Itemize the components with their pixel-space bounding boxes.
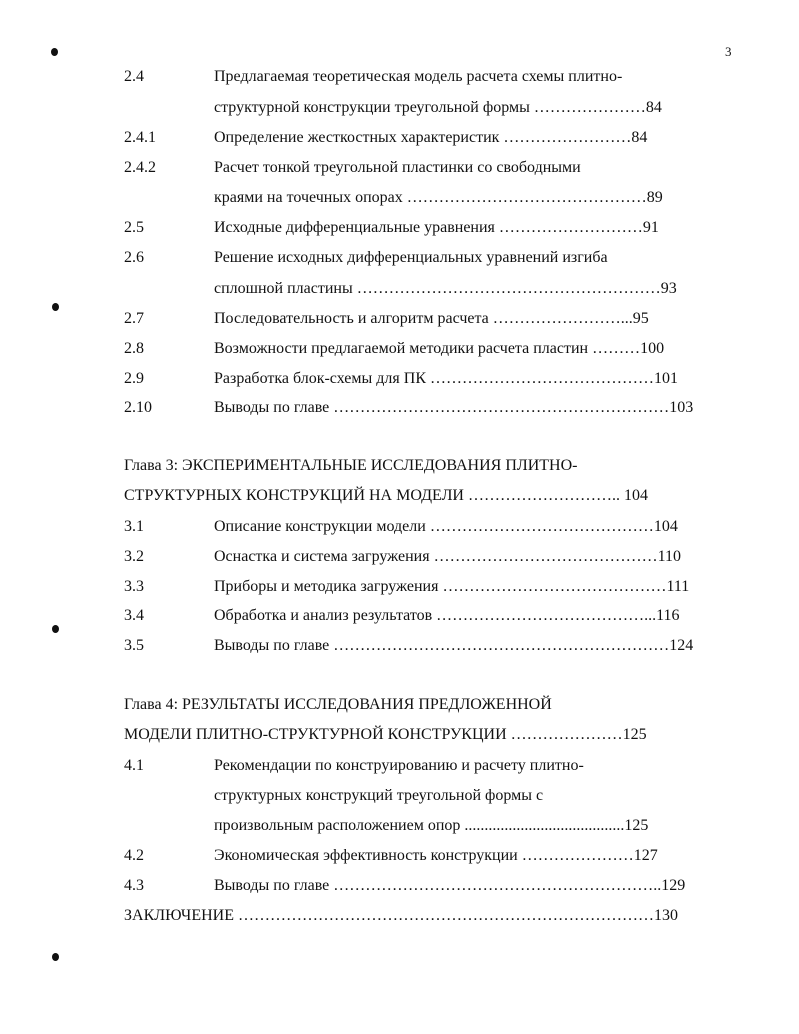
- toc-entry: [0, 243, 799, 273]
- toc-entry-number: 4.2: [124, 847, 144, 864]
- page-number: 3: [725, 44, 732, 59]
- toc-entry: [0, 123, 799, 153]
- toc-entry: [0, 601, 799, 631]
- toc-entry: [0, 304, 799, 334]
- toc-entry: [0, 572, 799, 602]
- toc-entry-title: Выводы по главе ………………………………………………………124: [214, 637, 694, 654]
- chapter-heading-text: СТРУКТУРНЫХ КОНСТРУКЦИЙ НА МОДЕЛИ ……………………….. 104: [124, 487, 648, 504]
- toc-entry-title: Предлагаемая теоретическая модель расчета схемы плитно-: [214, 68, 623, 85]
- toc-entry: [0, 512, 799, 542]
- toc-entry-continued: [0, 183, 799, 213]
- toc-entry-title: Экономическая эффективность конструкции …………………127: [214, 847, 658, 864]
- toc-entry-number: 2.4.1: [124, 129, 156, 146]
- toc-entry-title: Оснастка и система загружения ……………………………………110: [214, 548, 681, 565]
- toc-entry-title: Обработка и анализ результатов …………………………………...116: [214, 607, 680, 624]
- toc-entry-number: 2.6: [124, 249, 144, 266]
- toc-entry-number: 2.7: [124, 310, 144, 327]
- toc-entry: [0, 334, 799, 364]
- toc-entry-title: Разработка блок-схемы для ПК ……………………………………101: [214, 370, 678, 387]
- toc-entry-number: 2.4.2: [124, 159, 156, 176]
- toc-entry-title: Последовательность и алгоритм расчета ……………………...95: [214, 310, 649, 327]
- toc-entry-number: 3.4: [124, 607, 144, 624]
- toc-entry-continued: [0, 274, 799, 304]
- toc-entry-number: 2.8: [124, 340, 144, 357]
- toc-entry-number: 2.9: [124, 370, 144, 387]
- chapter-heading-text: Глава 3: ЭКСПЕРИМЕНТАЛЬНЫЕ ИССЛЕДОВАНИЯ ПЛИТНО-: [124, 457, 578, 474]
- toc-entry: [0, 153, 799, 183]
- binder-hole-mark: [51, 48, 58, 56]
- toc-entry-title: Решение исходных дифференциальных уравнений изгиба: [214, 249, 608, 266]
- toc-entry-title: краями на точечных опорах ………………………………………89: [214, 189, 663, 206]
- binder-hole-mark: [52, 953, 59, 961]
- toc-entry-title: Приборы и методика загружения ……………………………………111: [214, 578, 690, 595]
- toc-entry: [0, 631, 799, 661]
- toc-entry: [0, 542, 799, 572]
- toc-entry-title: Выводы по главе ………………………………………………………103: [214, 399, 694, 416]
- toc-entry-title: структурной конструкции треугольной формы …………………84: [214, 99, 662, 116]
- toc-entry: [0, 751, 799, 781]
- toc-entry-number: 2.4: [124, 68, 144, 85]
- toc-entry-number: 3.5: [124, 637, 144, 654]
- toc-entry-title: Определение жесткостных характеристик ……………………84: [214, 129, 648, 146]
- toc-entry: [0, 213, 799, 243]
- conclusion-title: ЗАКЛЮЧЕНИЕ ……………………………………………………………………130: [124, 907, 678, 924]
- toc-entry-continued: [0, 93, 799, 123]
- chapter-heading: [0, 481, 799, 511]
- toc-entry: [0, 393, 799, 423]
- toc-entry-title: Расчет тонкой треугольной пластинки со свободными: [214, 159, 581, 176]
- chapter-heading-text: МОДЕЛИ ПЛИТНО-СТРУКТУРНОЙ КОНСТРУКЦИИ …………………125: [124, 726, 647, 743]
- toc-entry: [0, 871, 799, 901]
- chapter-heading: [0, 451, 799, 481]
- toc-entry-number: 4.3: [124, 877, 144, 894]
- toc-entry-number: 2.10: [124, 399, 152, 416]
- toc-entry-title: Исходные дифференциальные уравнения ………………………91: [214, 219, 659, 236]
- chapter-heading-text: Глава 4: РЕЗУЛЬТАТЫ ИССЛЕДОВАНИЯ ПРЕДЛОЖЕННОЙ: [124, 696, 552, 713]
- toc-entry-title: структурных конструкций треугольной формы с: [214, 787, 544, 804]
- toc-entry-continued: [0, 781, 799, 811]
- toc-entry: [0, 841, 799, 871]
- toc-entry: [0, 62, 799, 92]
- toc-entry-title: произвольным расположением опор ........................................125: [214, 817, 649, 834]
- toc-entry-title: сплошной пластины …………………………………………………93: [214, 280, 677, 297]
- toc-entry-number: 3.1: [124, 518, 144, 535]
- toc-entry-title: Описание конструкции модели ……………………………………104: [214, 518, 678, 535]
- chapter-heading: [0, 690, 799, 720]
- toc-entry-title: Рекомендации по конструированию и расчету плитно-: [214, 757, 584, 774]
- chapter-heading: [0, 720, 799, 750]
- toc-entry-title: Возможности предлагаемой методики расчета пластин ………100: [214, 340, 665, 357]
- toc-entry-continued: [0, 811, 799, 841]
- toc-entry: [0, 364, 799, 394]
- toc-entry-number: 2.5: [124, 219, 144, 236]
- toc-conclusion: [0, 901, 799, 931]
- toc-entry-number: 3.3: [124, 578, 144, 595]
- toc-entry-number: 4.1: [124, 757, 144, 774]
- toc-entry-title: Выводы по главе ……………………………………………………..129: [214, 877, 686, 894]
- toc-entry-number: 3.2: [124, 548, 144, 565]
